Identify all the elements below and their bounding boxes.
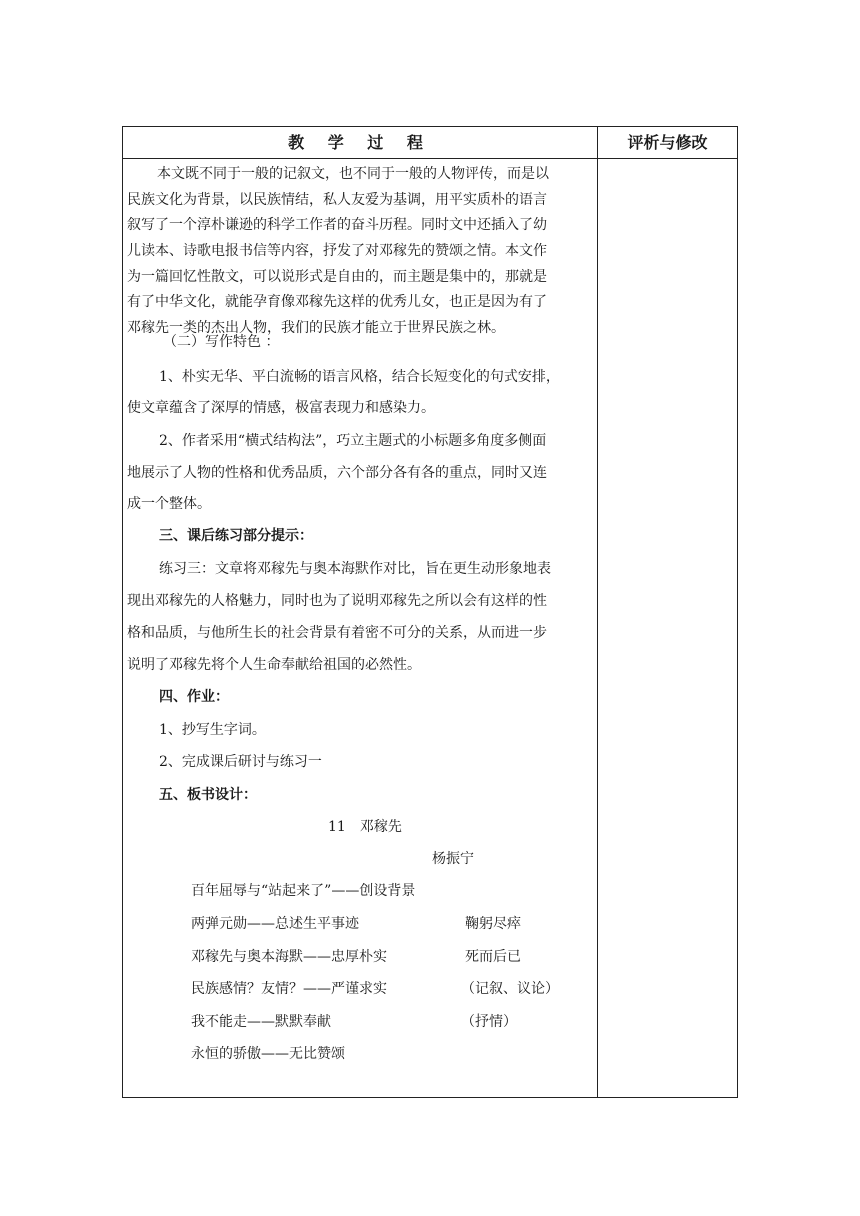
homework-item: 1、抄写生字词。 bbox=[159, 722, 266, 738]
homework-item: 2、完成课后研讨与练习一 bbox=[159, 754, 322, 770]
board-row-left: 两弹元勋——总述生平事迹 bbox=[191, 916, 359, 932]
intro-line: 有了中华文化，就能孕育像邓稼先这样的优秀儿女，也正是因为有了 bbox=[127, 294, 547, 310]
exercise-line: 练习三：文章将邓稼先与奥本海默作对比，旨在更生动形象地表 bbox=[159, 561, 551, 577]
board-row-left: 百年屈辱与“站起来了”——创设背景 bbox=[191, 883, 416, 899]
intro-line: 为一篇回忆性散文，可以说形式是自由的，而主题是集中的，那就是 bbox=[127, 269, 547, 285]
board-title: 11 邓稼先 bbox=[328, 819, 402, 835]
intro-line: 民族文化为背景，以民族情结，私人友爱为基调，用平实质朴的语言 bbox=[127, 192, 547, 208]
feature2-line: 地展示了人物的性格和优秀品质，六个部分各有各的重点，同时又连 bbox=[127, 465, 547, 481]
header-divider bbox=[123, 158, 737, 159]
exercise-heading: 三、课后练习部分提示： bbox=[159, 528, 313, 544]
board-row-right: （抒情） bbox=[461, 1014, 517, 1030]
board-row-left: 永恒的骄傲——无比赞颂 bbox=[191, 1046, 345, 1062]
lesson-table bbox=[122, 126, 738, 1098]
intro-line: 本文既不同于一般的记叙文，也不同于一般的人物评传，而是以 bbox=[157, 166, 549, 182]
board-row-left: 我不能走——默默奉献 bbox=[191, 1014, 331, 1030]
board-heading: 五、板书设计： bbox=[159, 787, 257, 803]
intro-line: 叙写了一个淳朴谦逊的科学工作者的奋斗历程。同时文中还插入了幼 bbox=[127, 217, 547, 233]
board-author: 杨振宁 bbox=[432, 851, 474, 867]
intro-line: 儿读本、诗歌电报书信等内容，抒发了对邓稼先的赞颂之情。本文作 bbox=[127, 243, 547, 259]
board-row-left: 民族感情？友情？——严谨求实 bbox=[191, 981, 387, 997]
homework-heading: 四、作业： bbox=[159, 689, 229, 705]
feature2-line: 2、作者采用“横式结构法”，巧立主题式的小标题多角度多侧面 bbox=[159, 433, 547, 449]
features-heading: （二）写作特色 ： bbox=[163, 334, 280, 350]
exercise-line: 说明了邓稼先将个人生命奉献给祖国的必然性。 bbox=[127, 657, 421, 673]
board-row-right: 死而后已 bbox=[465, 949, 521, 965]
board-row-right: 鞠躬尽瘁 bbox=[465, 916, 521, 932]
board-row-right: （记叙、议论） bbox=[461, 981, 559, 997]
feature2-line: 成一个整体。 bbox=[127, 496, 211, 512]
exercise-line: 格和品质，与他所生长的社会背景有着密不可分的关系，从而进一步 bbox=[127, 625, 547, 641]
feature1-line: 使文章蕴含了深厚的情感，极富表现力和感染力。 bbox=[127, 400, 435, 416]
column-divider bbox=[597, 127, 598, 1097]
feature1-line: 1、朴实无华、平白流畅的语言风格，结合长短变化的句式安排， bbox=[159, 369, 560, 385]
exercise-line: 现出邓稼先的人格魅力，同时也为了说明邓稼先之所以会有这样的性 bbox=[127, 593, 547, 609]
board-row-left: 邓稼先与奥本海默——忠厚朴实 bbox=[191, 949, 387, 965]
intro-line: 邓稼先一类的杰出人物，我们的民族才能立于世界民族之林。 bbox=[127, 320, 505, 336]
header-analysis-revision: 评析与修改 bbox=[627, 133, 708, 152]
header-teaching-process: 教 学 过 程 bbox=[288, 133, 432, 152]
